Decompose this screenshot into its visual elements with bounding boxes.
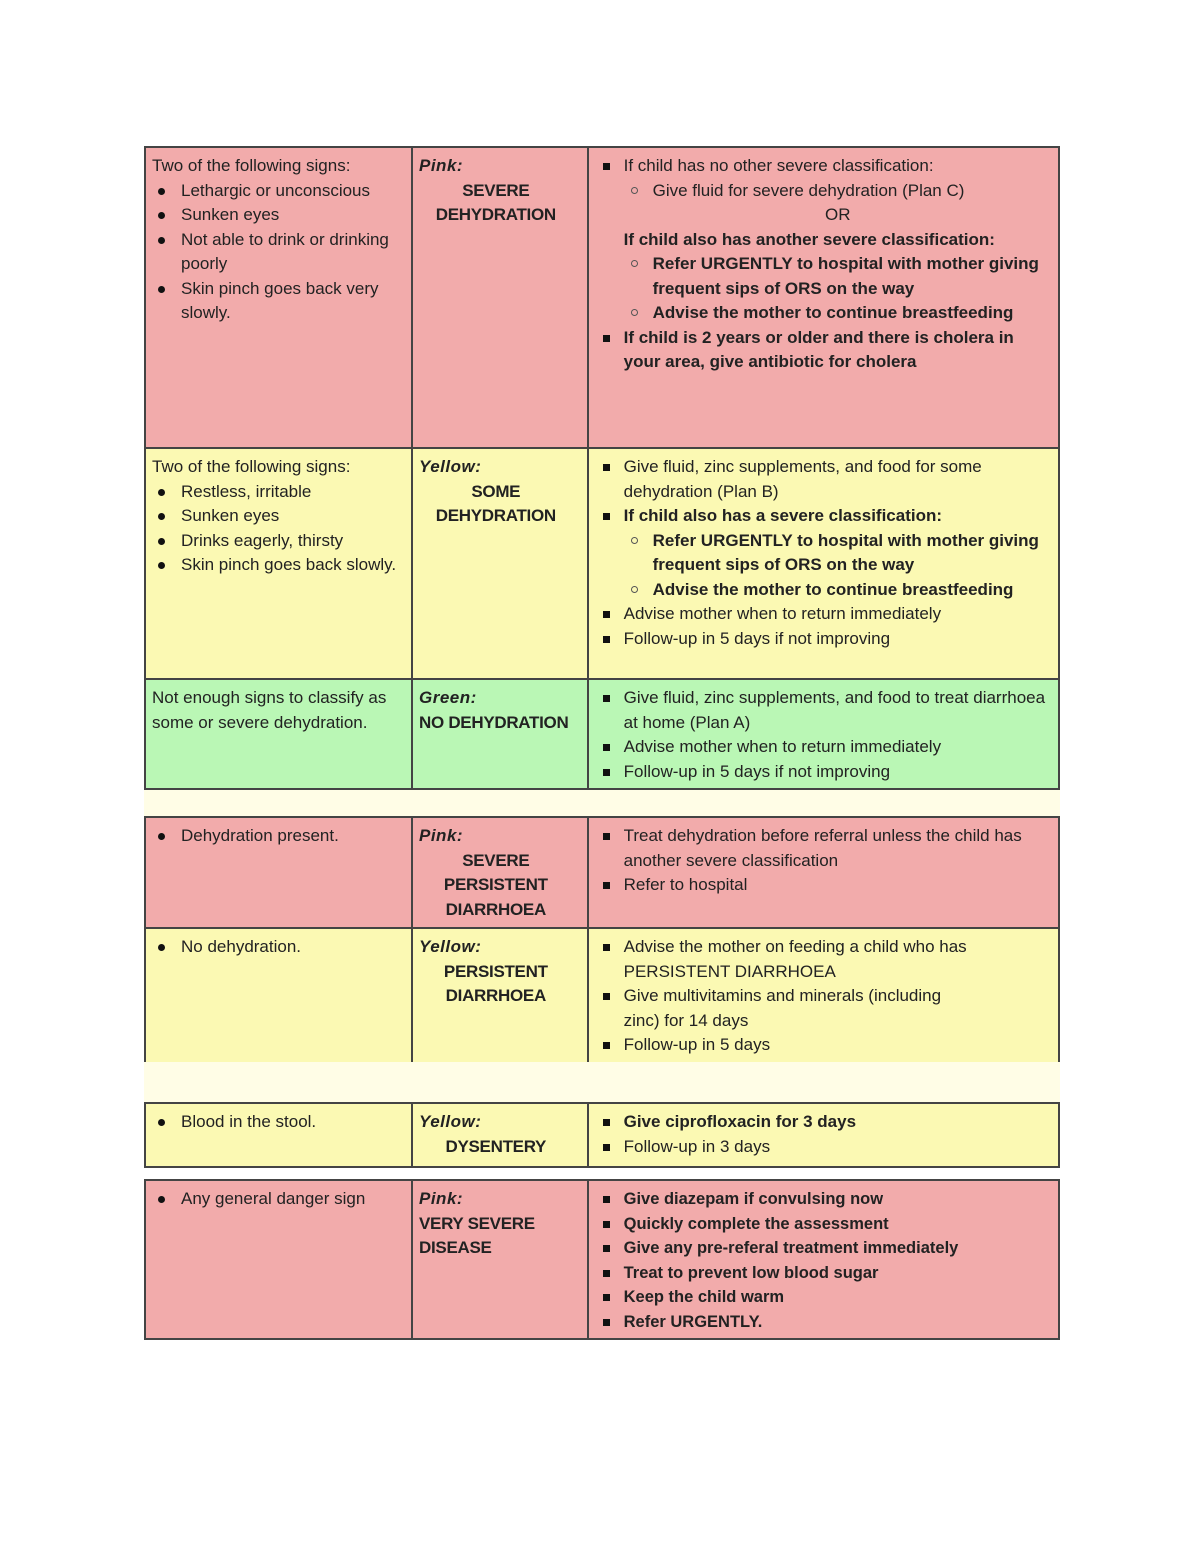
classification-cell: [412, 928, 588, 1063]
list-item: Give ciprofloxacin for 3 days: [595, 1110, 1052, 1135]
list-item: Any general danger sign: [152, 1187, 405, 1212]
row-severe-dehydration: [145, 147, 1059, 448]
list-item: Skin pinch goes back slowly.: [152, 553, 405, 578]
signs-cell: [145, 1103, 412, 1167]
spacer-band: [144, 1062, 1060, 1102]
list-item: [595, 154, 1052, 326]
list-item: Give any pre-referal treatment immediately: [595, 1236, 1052, 1261]
sub-list: [595, 529, 1052, 603]
color-label: Pink:: [419, 826, 464, 845]
treatment-list: [595, 1187, 1052, 1334]
color-label: Yellow:: [419, 457, 482, 476]
treatment-cell: [588, 448, 1059, 679]
treatment-cell: [588, 817, 1059, 928]
treatment-cell: [588, 1103, 1059, 1167]
list-item: Treat to prevent low blood sugar: [595, 1261, 1052, 1286]
list-item: If child is 2 years or older and there is cholera in your area, give antibiotic for cholera: [595, 326, 1052, 375]
row-persistent-diarrhoea: [145, 928, 1059, 1063]
signs-list: [152, 1187, 405, 1212]
signs-cell: [145, 928, 412, 1063]
list-item: No dehydration.: [152, 935, 405, 960]
classification-line: DISEASE: [419, 1238, 492, 1257]
classification-cell: [412, 147, 588, 448]
classification-cell: [412, 1180, 588, 1339]
list-item: Give multivitamins and minerals (including zinc) for 14 days: [595, 984, 1052, 1033]
sub-list: [595, 252, 1052, 326]
danger-sign-table: [144, 1179, 1060, 1340]
signs-cell: [145, 448, 412, 679]
list-item: Give fluid, zinc supplements, and food for some dehydration (Plan B): [595, 455, 1052, 504]
row-severe-persistent-diarrhoea: [145, 817, 1059, 928]
list-item: Dehydration present.: [152, 824, 405, 849]
treatment-text: If child also has another severe classification:: [623, 229, 995, 249]
signs-list: [152, 480, 405, 578]
treatment-list: [595, 1110, 1052, 1159]
treatment-list: [595, 154, 1052, 375]
list-item: Treat dehydration before referral unless the child has another severe classification: [595, 824, 1052, 873]
row-no-dehydration: [145, 679, 1059, 789]
list-item: Sunken eyes: [152, 203, 405, 228]
signs-cell: [145, 679, 412, 789]
treatment-cell: [588, 147, 1059, 448]
signs-list: [152, 935, 405, 960]
classification-line: DYSENTERY: [445, 1136, 547, 1156]
list-item: Advise the mother to continue breastfeeding: [624, 301, 1052, 326]
list-item: Follow-up in 5 days if not improving: [595, 760, 1052, 785]
list-item: Skin pinch goes back very slowly.: [152, 277, 405, 326]
classification-line: DEHYDRATION: [435, 506, 556, 525]
classification-cell: [412, 817, 588, 928]
classification-cell: [412, 448, 588, 679]
list-item: Lethargic or unconscious: [152, 179, 405, 204]
treatment-text: If child has no other severe classification:: [623, 156, 934, 175]
row-very-severe-disease: [145, 1180, 1059, 1339]
signs-text: Not enough signs to classify as some or severe dehydration.: [152, 688, 387, 732]
color-label: Yellow:: [419, 937, 482, 956]
sub-list: [595, 179, 1052, 204]
classification-line: PERSISTENT: [443, 875, 548, 894]
list-item: Advise the mother on feeding a child who has PERSISTENT DIARRHOEA: [595, 935, 1052, 984]
list-item: Follow-up in 5 days: [595, 1033, 1052, 1058]
list-item: Refer URGENTLY to hospital with mother giving frequent sips of ORS on the way: [624, 252, 1052, 301]
dehydration-table: [144, 146, 1060, 790]
classification-cell: [412, 1103, 588, 1167]
classification-line: SEVERE: [462, 850, 530, 870]
list-item: Give diazepam if convulsing now: [595, 1187, 1052, 1212]
list-item: Follow-up in 5 days if not improving: [595, 627, 1052, 652]
list-item: Give fluid for severe dehydration (Plan C): [624, 179, 1052, 204]
signs-list: [152, 1110, 405, 1135]
classification-line: SEVERE: [462, 180, 530, 200]
list-item: Restless, irritable: [152, 480, 405, 505]
signs-cell: [145, 147, 412, 448]
row-dysentery: [145, 1103, 1059, 1167]
classification-line: PERSISTENT: [443, 961, 548, 981]
color-label: Pink:: [419, 156, 464, 175]
treatment-list: [595, 935, 1052, 1058]
list-item: Drinks eagerly, thirsty: [152, 529, 405, 554]
signs-cell: [145, 817, 412, 928]
classification-line: DEHYDRATION: [435, 205, 556, 224]
treatment-text: If child also has a severe classification:: [623, 506, 943, 525]
list-item: Advise mother when to return immediately: [595, 735, 1052, 760]
list-item: Quickly complete the assessment: [595, 1212, 1052, 1237]
row-some-dehydration: [145, 448, 1059, 679]
classification-line: DIARRHOEA: [445, 986, 546, 1005]
list-item: Follow-up in 3 days: [595, 1135, 1052, 1160]
classification-line: SOME: [471, 481, 521, 501]
list-item: [595, 504, 1052, 602]
treatment-cell: [588, 679, 1059, 789]
signs-intro: Two of the following signs:: [152, 156, 351, 175]
list-item: Refer URGENTLY.: [595, 1310, 1052, 1335]
treatment-list: [595, 455, 1052, 651]
list-item: Give fluid, zinc supplements, and food to treat diarrhoea at home (Plan A): [595, 686, 1052, 735]
spacer-band: [144, 790, 1060, 816]
list-item: Blood in the stool.: [152, 1110, 405, 1135]
dysentery-table: [144, 1102, 1060, 1168]
color-label: Pink:: [419, 1189, 464, 1208]
signs-list: [152, 179, 405, 326]
list-item: Keep the child warm: [595, 1285, 1052, 1310]
classification-line: NO DEHYDRATION: [419, 712, 569, 732]
classification-line: DIARRHOEA: [445, 899, 546, 919]
classification-line: VERY SEVERE: [419, 1213, 535, 1233]
treatment-list: [595, 686, 1052, 784]
treatment-list: [595, 824, 1052, 898]
color-label: Green:: [419, 688, 477, 707]
or-separator: OR: [825, 205, 851, 224]
list-item: Refer URGENTLY to hospital with mother giving frequent sips of ORS on the way: [624, 529, 1052, 578]
persistent-diarrhoea-table: [144, 816, 1060, 1064]
signs-cell: [145, 1180, 412, 1339]
list-item: Advise mother when to return immediately: [595, 602, 1052, 627]
treatment-cell: [588, 1180, 1059, 1339]
list-item: Sunken eyes: [152, 504, 405, 529]
signs-list: [152, 824, 405, 849]
list-item: Refer to hospital: [595, 873, 1052, 898]
signs-intro: Two of the following signs:: [152, 457, 351, 476]
treatment-cell: [588, 928, 1059, 1063]
color-label: Yellow:: [419, 1112, 482, 1131]
classification-cell: [412, 679, 588, 789]
list-item: Not able to drink or drinking poorly: [152, 228, 405, 277]
list-item: Advise the mother to continue breastfeeding: [624, 578, 1052, 603]
